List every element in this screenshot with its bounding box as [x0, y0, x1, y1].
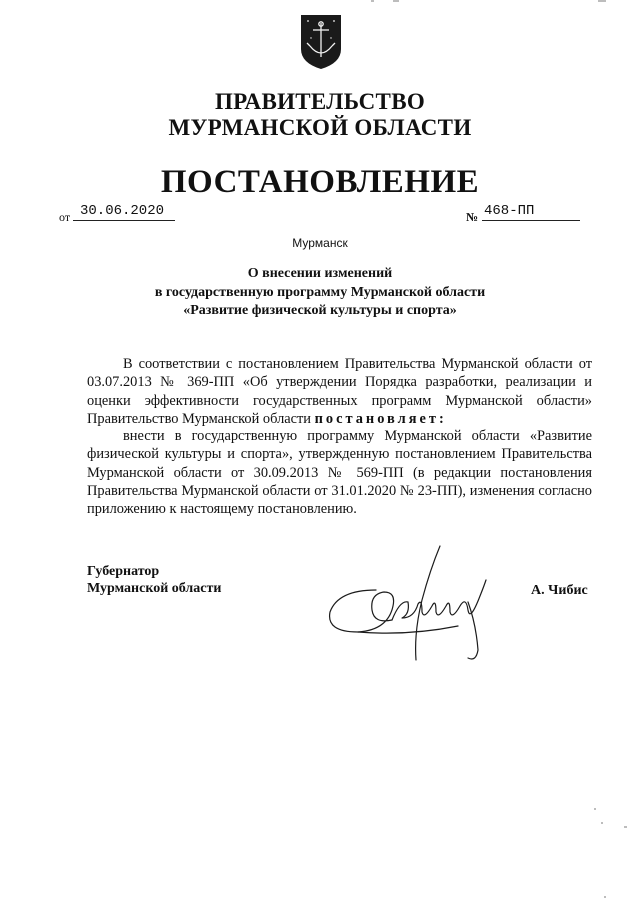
signer-name: А. Чибис — [531, 583, 588, 598]
scan-artifact — [598, 0, 606, 2]
issuer-line-2: МУРМАНСКОЙ ОБЛАСТИ — [168, 115, 472, 140]
document-title-line-2: в государственную программу Мурманской области — [154, 285, 486, 300]
scan-artifact — [371, 0, 374, 2]
document-type-heading: ПОСТАНОВЛЕНИЕ — [160, 164, 480, 200]
scan-artifact — [393, 0, 399, 2]
signer-position-line-2: Мурманской области — [87, 581, 222, 596]
handwritten-signature — [318, 540, 518, 665]
coat-of-arms-icon — [299, 13, 343, 71]
date-prefix: от — [59, 210, 71, 224]
document-title-line-3: «Развитие физической культуры и спорта» — [183, 303, 457, 318]
number-prefix: № — [466, 210, 479, 224]
body-paragraph-preamble — [87, 355, 592, 428]
scan-artifact — [604, 896, 606, 898]
scan-artifact — [601, 822, 603, 824]
city-label: Мурманск — [292, 236, 348, 250]
document-date: 30.06.2020 — [80, 203, 165, 219]
resolves-keyword: постановляет: — [314, 410, 447, 427]
preamble-text: В соответствии с постановлением Правительства Мурманской области от 03.07.2013 № 369-ПП «Об утверждении Порядка разработки, реализации и оценки эффективности государственных программ Мурманской области» Правительство Мурманской области — [87, 356, 592, 427]
signer-position-line-1: Губернатор — [87, 564, 160, 579]
scan-artifact — [594, 808, 596, 810]
scan-artifact — [624, 826, 627, 828]
number-underline — [482, 220, 580, 221]
date-underline — [73, 220, 175, 221]
issuer-line-1: ПРАВИТЕЛЬСТВО — [214, 89, 426, 114]
document-number: 468-ПП — [484, 203, 535, 219]
body-paragraph-resolution: внести в государственную программу Мурманской области «Развитие физической культуры и спорта», утвержденную постановлением Правительства Мурманской области от 30.09.2013 № 569-ПП (в редакции постановления Правительства Мурманской области от 31.01.2020 № 23-ПП), изменения согласно приложению к настоящему постановлению. — [87, 428, 592, 518]
document-title-line-1: О внесении изменений — [247, 266, 393, 281]
